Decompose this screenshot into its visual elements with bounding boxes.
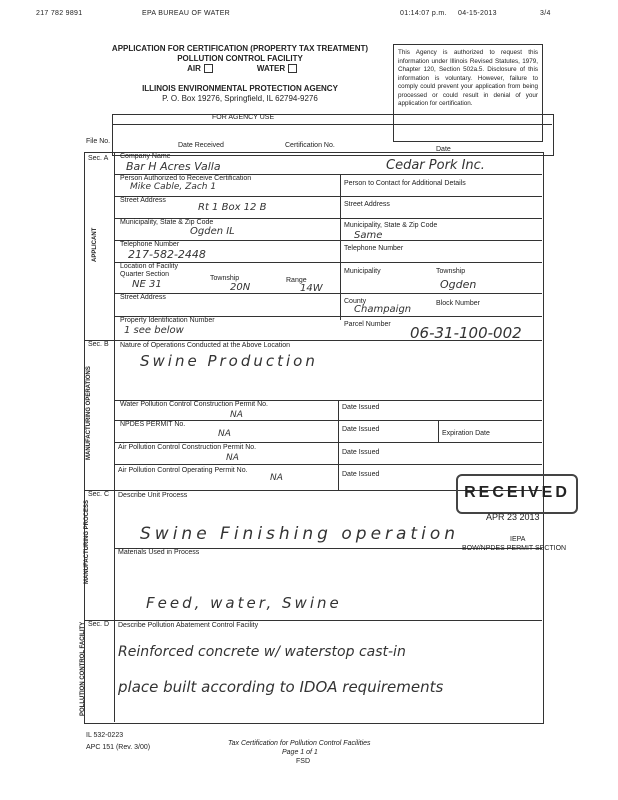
fax-date: 04-15-2013 (458, 10, 497, 17)
unit-process-label: Describe Unit Process (118, 492, 188, 499)
stamp-date: APR 23 2013 (486, 512, 540, 522)
section-a-label: Sec. A (88, 155, 109, 162)
nature-of-operations-label: Nature of Operations Conducted at the Above Location (120, 342, 291, 349)
section-b-label: Sec. B (88, 341, 109, 348)
date-issued-label-2: Date Issued (342, 426, 380, 433)
air-construction-permit-label: Air Pollution Control Construction Permit No. (118, 444, 257, 451)
municipality-label-1: Municipality, State & Zip Code (120, 219, 214, 226)
date-issued-label-3: Date Issued (342, 449, 380, 456)
company-name-value-2[interactable]: Cedar Pork Inc. (386, 158, 485, 173)
date-issued-label-4: Date Issued (342, 471, 380, 478)
stamp-org-2: BOW/NPDES PERMIT SECTION (462, 545, 567, 552)
received-stamp: RECEIVED (456, 474, 578, 514)
form-subtitle: POLLUTION CONTROL FACILITY (177, 54, 303, 63)
pollution-abatement-line-2[interactable]: place built according to IDOA requirements (118, 678, 444, 696)
footer-fsd: FSD (296, 758, 310, 765)
fax-time: 01:14:07 p.m. (400, 10, 447, 17)
street-address-label-1: Street Address (120, 197, 166, 204)
npdes-label: NPDES PERMIT No. (120, 421, 186, 428)
date-received-label: Date Received (178, 142, 224, 149)
footer-page: Page 1 of 1 (282, 749, 318, 756)
section-d-label: Sec. D (88, 621, 110, 628)
street-address-label-2: Street Address (344, 201, 390, 208)
fax-number: 217 782 9891 (36, 10, 83, 17)
county-value[interactable]: Champaign (354, 304, 412, 315)
air-option[interactable] (180, 64, 220, 73)
air-operating-permit-value[interactable]: NA (270, 473, 283, 483)
water-option[interactable] (252, 64, 302, 73)
county-label: County (344, 298, 367, 305)
pin-label: Property Identification Number (120, 317, 215, 324)
agency-address: P. O. Box 19276, Springfield, IL 62794-9276 (162, 94, 318, 103)
agency-use-header: FOR AGENCY USE (212, 114, 275, 121)
municipality-value-2[interactable]: Same (354, 230, 383, 241)
pollution-abatement-label: Describe Pollution Abatement Control Facility (118, 622, 259, 629)
facility-township-label: Township (436, 268, 466, 275)
agency-name: ILLINOIS ENVIRONMENTAL PROTECTION AGENCY (142, 84, 338, 93)
water-permit-value[interactable]: NA (230, 410, 243, 420)
facility-street-label: Street Address (120, 294, 166, 301)
materials-used-label: Materials Used in Process (118, 549, 200, 556)
form-body (84, 152, 544, 724)
agency-use-box (112, 114, 554, 156)
facility-municipality-label: Municipality (344, 268, 381, 275)
npdes-value[interactable]: NA (218, 429, 231, 439)
water-checkbox[interactable] (288, 64, 297, 73)
air-label: AIR (187, 64, 201, 73)
parcel-number-label: Parcel Number (344, 321, 391, 328)
manufacturing-process-side-label: MANUFACTURING PROCESS (84, 499, 90, 584)
company-name-label: Company Name (120, 153, 171, 160)
location-label: Location of Facility (120, 263, 178, 270)
company-name-value[interactable]: Bar H Acres Valla (126, 160, 221, 173)
fax-page: 3/4 (540, 10, 551, 17)
applicant-side-label: APPLICANT (92, 227, 98, 262)
stamp-org-1: IEPA (510, 536, 526, 543)
date-issued-label-1: Date Issued (342, 404, 380, 411)
unit-process-value[interactable]: Swine Finishing operation (140, 524, 459, 544)
form-title: APPLICATION FOR CERTIFICATION (PROPERTY TAX TREATMENT) (111, 44, 369, 53)
pollution-control-side-label: POLLUTION CONTROL FACILITY (80, 621, 86, 716)
file-no-label: File No. (86, 138, 111, 145)
quarter-section-label: Quarter Section (120, 271, 170, 278)
footer-code: IL 532-0223 (86, 732, 124, 739)
agency-date-label: Date (436, 146, 451, 153)
privacy-notice: This Agency is authorized to request this information under Illinois Revised Statutes, 1979, Chapter 120, Section 502a.5. Disclosure of this information is voluntary. However, failure to comply could prevent your application from being processed or could result in denial of your application for certification. (393, 44, 543, 142)
parcel-number-value[interactable]: 06-31-100-002 (410, 324, 522, 342)
telephone-label-1: Telephone Number (120, 241, 180, 248)
nature-of-operations-value[interactable]: Swine Production (140, 352, 318, 370)
authorized-person-label: Person Authorized to Receive Certification (120, 175, 252, 182)
facility-township-value[interactable]: Ogden (440, 278, 477, 291)
manufacturing-operations-side-label: MANUFACTURING OPERATIONS (86, 366, 92, 460)
block-number-label: Block Number (436, 300, 480, 307)
air-checkbox[interactable] (204, 64, 213, 73)
air-construction-permit-value[interactable]: NA (226, 453, 239, 463)
section-c-label: Sec. C (88, 491, 110, 498)
township-label: Township (210, 275, 240, 282)
range-value[interactable]: 14W (300, 283, 323, 294)
range-label: Range (286, 277, 307, 284)
municipality-label-2: Municipality, State & Zip Code (344, 222, 438, 229)
fax-sender: EPA BUREAU OF WATER (142, 10, 231, 17)
telephone-value-1[interactable]: 217-582-2448 (128, 248, 206, 261)
street-address-value-1[interactable]: Rt 1 Box 12 B (198, 202, 267, 213)
water-permit-label: Water Pollution Control Construction Permit No. (120, 401, 268, 408)
water-label: WATER (256, 64, 286, 73)
certification-no-label: Certification No. (285, 142, 335, 149)
contact-person-label: Person to Contact for Additional Details (344, 180, 466, 187)
municipality-value-1[interactable]: Ogden IL (190, 226, 235, 237)
footer-title: Tax Certification for Pollution Control Facilities (228, 740, 371, 747)
township-value[interactable]: 20N (230, 282, 251, 293)
authorized-person-value[interactable]: Mike Cable, Zach 1 (130, 182, 217, 192)
quarter-section-value[interactable]: NE 31 (132, 279, 162, 290)
footer-form-number: APC 151 (Rev. 3/00) (86, 744, 151, 751)
telephone-label-2: Telephone Number (344, 245, 404, 252)
pollution-abatement-line-1[interactable]: Reinforced concrete w/ waterstop cast-in (118, 644, 406, 660)
air-operating-permit-label: Air Pollution Control Operating Permit No. (118, 467, 248, 474)
pin-value[interactable]: 1 see below (124, 325, 184, 336)
expiration-date-label: Expiration Date (442, 430, 490, 437)
materials-used-value[interactable]: Feed, water, Swine (146, 594, 342, 612)
